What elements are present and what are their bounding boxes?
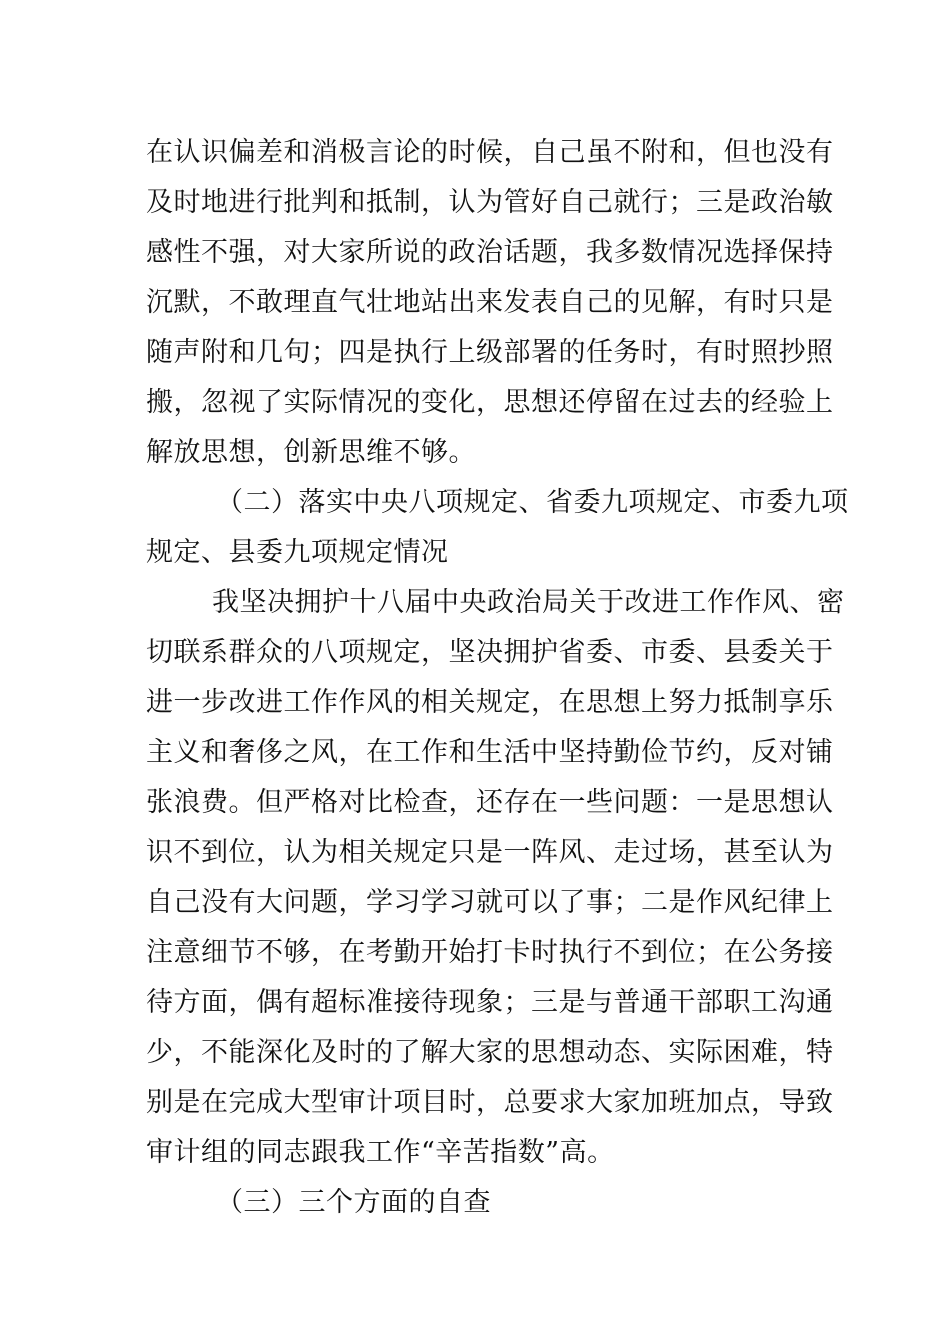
paragraph-line: 随声附和几句；四是执行上级部署的任务时，有时照抄照 [146, 337, 834, 368]
paragraph-line: 识不到位，认为相关规定只是一阵风、走过场，甚至认为 [146, 837, 834, 868]
paragraph-line: 解放思想，创新思维不够。 [146, 437, 476, 468]
paragraph-line: 切联系群众的八项规定，坚决拥护省委、市委、县委关于 [146, 637, 834, 668]
paragraph-line: 在认识偏差和消极言论的时候，自己虽不附和，但也没有 [146, 137, 834, 168]
paragraph-line: 自己没有大问题，学习学习就可以了事；二是作风纪律上 [146, 887, 834, 918]
paragraph-line: 主义和奢侈之风，在工作和生活中坚持勤俭节约，反对铺 [146, 737, 834, 768]
section-heading: 规定、县委九项规定情况 [146, 537, 449, 568]
paragraph-line: 及时地进行批判和抵制，认为管好自己就行；三是政治敏 [146, 187, 834, 218]
paragraph-line: 别是在完成大型审计项目时，总要求大家加班加点，导致 [146, 1087, 834, 1118]
paragraph-line: 少，不能深化及时的了解大家的思想动态、实际困难，特 [146, 1037, 834, 1068]
paragraph-line: 张浪费。但严格对比检查，还存在一些问题：一是思想认 [146, 787, 834, 818]
section-heading: （三）三个方面的自查 [216, 1187, 491, 1218]
paragraph-line: 注意细节不够，在考勤开始打卡时执行不到位；在公务接 [146, 937, 834, 968]
paragraph-line: 沉默，不敢理直气壮地站出来发表自己的见解，有时只是 [146, 287, 834, 318]
paragraph-line: 感性不强，对大家所说的政治话题，我多数情况选择保持 [146, 237, 834, 268]
paragraph-line: 我坚决拥护十八届中央政治局关于改进工作作风、密 [212, 587, 845, 618]
paragraph-line: 待方面，偶有超标准接待现象；三是与普通干部职工沟通 [146, 987, 834, 1018]
paragraph-line: 搬，忽视了实际情况的变化，思想还停留在过去的经验上 [146, 387, 834, 418]
section-heading: （二）落实中央八项规定、省委九项规定、市委九项 [216, 487, 849, 518]
paragraph-line: 进一步改进工作作风的相关规定，在思想上努力抵制享乐 [146, 687, 834, 718]
paragraph-line: 审计组的同志跟我工作“辛苦指数”高。 [146, 1137, 615, 1168]
